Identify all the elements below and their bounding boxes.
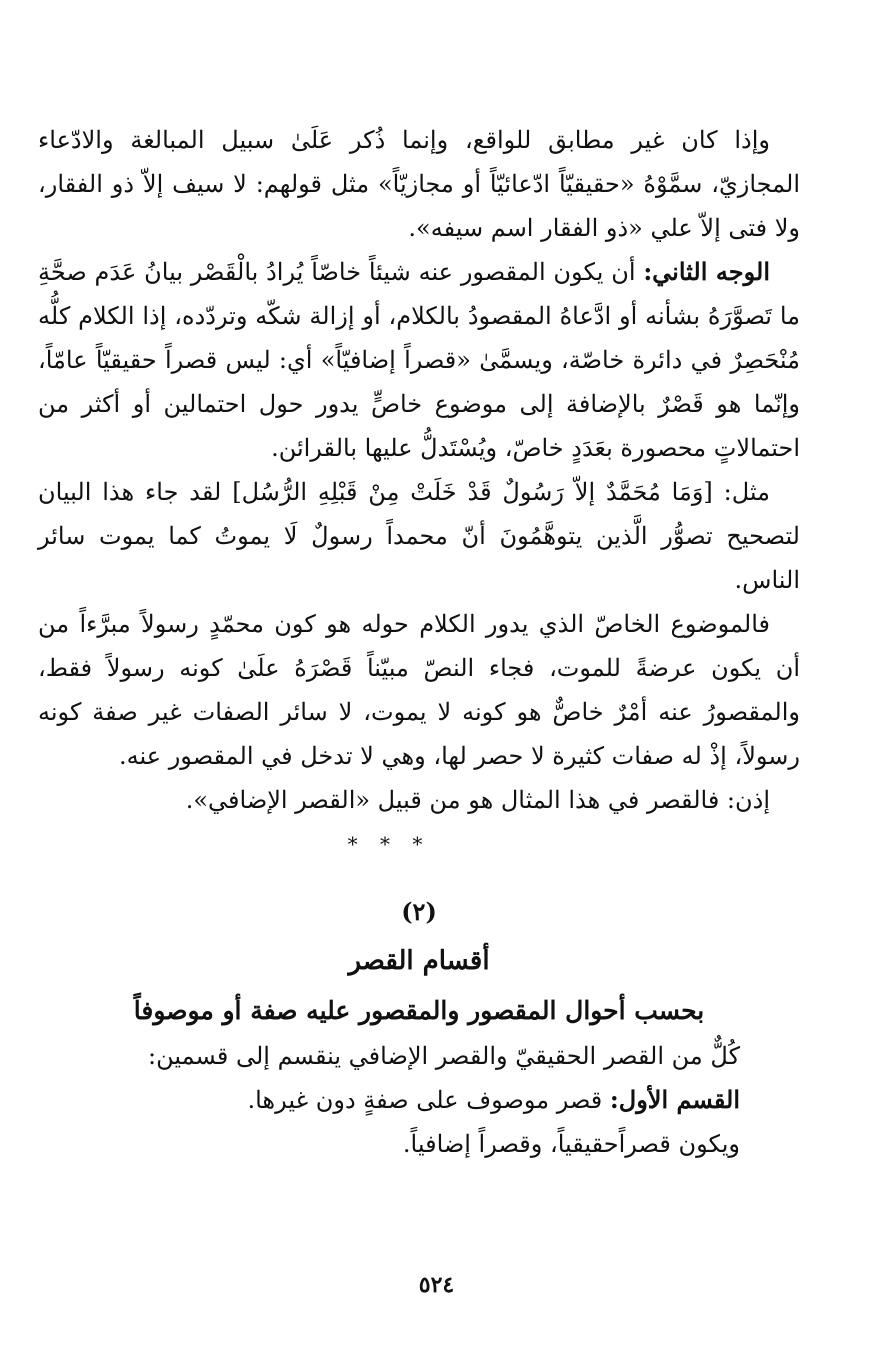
section-divider-stars: * * * <box>347 832 431 856</box>
paragraph-second-aspect <box>38 250 800 470</box>
second-aspect-label: الوجه الثاني: <box>643 257 771 286</box>
paragraph-first-part <box>38 1078 800 1122</box>
first-part-label: القسم الأول: <box>609 1085 740 1114</box>
paragraph-example: مثل: [وَمَا مُحَمَّدٌ إلاّ رَسُولٌ قَدْ خَلَتْ مِنْ قَبْلِهِ الرُّسُل] لقد جاء هذا البيان لتصحيح تصوُّر الَّذين يتوهَّمُونَ أنّ محمداً رسولٌ لَا يموتُ كما يموت سائر الناس. <box>38 478 800 594</box>
paragraph-division: كُلٌّ من القصر الحقيقيّ والقصر الإضافي ينقسم إلى قسمين: <box>147 1042 740 1070</box>
page-number: ٥٢٤ <box>418 1272 455 1298</box>
section-number: (٢) <box>401 897 437 926</box>
page-body <box>38 118 800 1166</box>
section-title: أقسام القصر <box>348 946 490 976</box>
first-part-text: قصر موصوف على صفةٍ دون غيرها. <box>247 1086 610 1114</box>
second-aspect-text: أن يكون المقصور عنه شيئاً خاصّاً يُرادُ بالْقَصْر بيانُ عَدَم صحَّةِ ما تَصوَّرَهُ بشأنه أو ادَّعاهُ المقصودُ بالكلام، أو إزالة شكّه وتردّده، إذا الكلام كلُّه مُنْحَصِرٌ في دائرة خاصّة، ويسمَّىٰ «قصراً إضافيّاً» أي: ليس قصراً حقيقيّاً عامّاً، وإنّما هو قَصْرٌ بالإضافة إلى موضوع خاصٍّ يدور حول احتمالين أو أكثر من احتمالاتٍ محصورة بعَدَدٍ خاصّ، ويُسْتَدلُّ عليها بالقرائن. <box>38 258 800 462</box>
paragraph-conclusion: إذن: فالقصر في هذا المثال هو من قبيل «القصر الإضافي». <box>185 786 770 814</box>
paragraph-first-part-types: ويكون قصراًحقيقياً، وقصراً إضافياً. <box>402 1130 740 1158</box>
paragraph-majazi: وإذا كان غير مطابق للواقع، وإنما ذُكر عَلَىٰ سبيل المبالغة والادّعاء المجازيّ، سمَّوْهُ «حقيقيّاً ادّعائيّاً أو مجازيّاً» مثل قولهم: لا سيف إلاّ ذو الفقار، ولا فتى إلاّ علي «ذو الفقار اسم سيفه». <box>38 126 800 242</box>
paragraph-explanation: فالموضوع الخاصّ الذي يدور الكلام حوله هو كون محمّدٍ رسولاً مبرَّءاً من أن يكون عرضةً للموت، فجاء النصّ مبيّناً قَصْرَهُ علَىٰ كونه رسولاً فقط، والمقصورُ عنه أمْرٌ خاصٌّ هو كونه لا يموت، لا سائر الصفات غير صفة كونه رسولاً، إذْ له صفات كثيرة لا حصر لها، وهي لا تدخل في المقصور عنه. <box>38 610 800 770</box>
section-subtitle: بحسب أحوال المقصور والمقصور عليه صفة أو موصوفاً <box>133 996 705 1025</box>
